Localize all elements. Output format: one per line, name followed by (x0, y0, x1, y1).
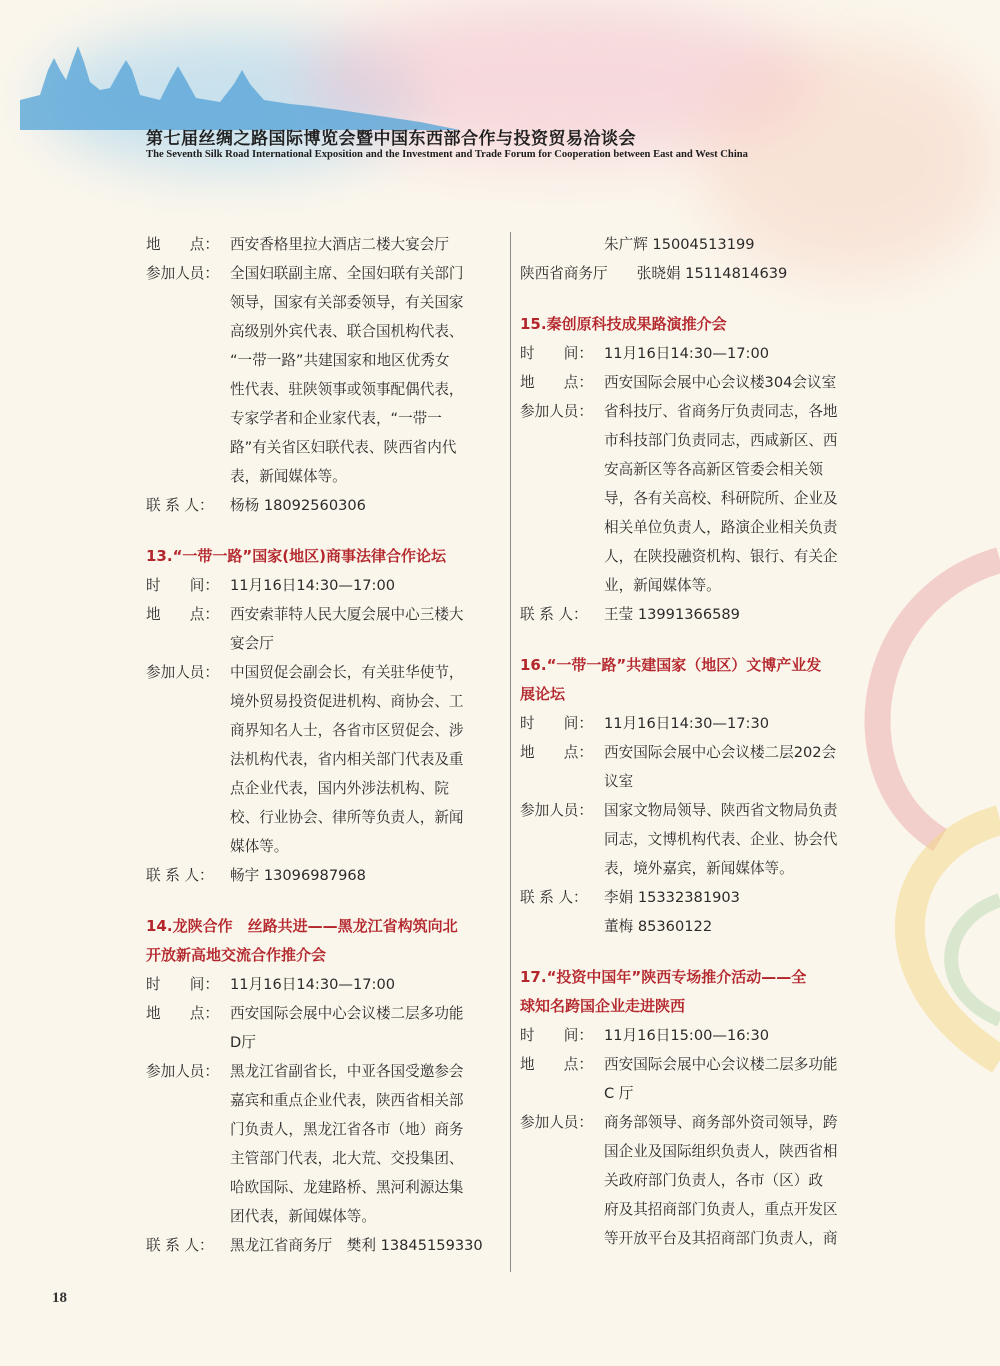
attendees-line: 等开放平台及其招商部门负责人，商 (604, 1230, 838, 1247)
attendees-row (146, 259, 502, 288)
attendees-line: 门负责人，黑龙江省各市（地）商务 (230, 1121, 464, 1138)
skyline-illustration (20, 40, 460, 130)
attendees-line: 领导，国家有关部委领导，有关国家 (230, 294, 464, 311)
section-title-13: 13.“一带一路”国家(地区)商事法律合作论坛 (146, 547, 447, 565)
attendees-row (146, 1057, 502, 1086)
place-row (520, 368, 872, 397)
section-gap (146, 890, 502, 912)
contact-row (520, 600, 872, 629)
attendees-line: 商界知名人士，各省市区贸促会、涉 (230, 722, 464, 739)
contact-value: 杨杨 18092560306 (230, 497, 366, 514)
attendees-line: 同志，文博机构代表、企业、协会代 (604, 831, 838, 848)
section-title-17-line2: 球知名跨国企业走进陕西 (520, 997, 686, 1015)
attendees-line: 市科技部门负责同志，西咸新区、西 (604, 432, 838, 449)
place-row (520, 1050, 872, 1079)
contact-row (146, 1231, 502, 1260)
place-value: 西安国际会展中心会议楼二层多功能 (604, 1056, 838, 1073)
attendees-line: 主管部门代表，北大荒、交投集团、 (230, 1150, 464, 1167)
attendees-line: 业，新闻媒体等。 (604, 577, 721, 594)
header-title: 第七届丝绸之路国际博览会暨中国东西部合作与投资贸易洽谈会 (146, 129, 636, 149)
time-value: 11月16日14:30—17:00 (230, 577, 396, 594)
column-divider (510, 232, 511, 1272)
attendees-line: 国家文物局领导、陕西省文物局负责 (604, 802, 838, 819)
place-line: D厅 (230, 1034, 256, 1051)
contact-row (146, 861, 502, 890)
contact-row (520, 883, 872, 912)
time-row (146, 571, 502, 600)
time-row (520, 709, 872, 738)
time-row (520, 339, 872, 368)
time-row (520, 1021, 872, 1050)
attendees-line: 境外贸易投资促进机构、商协会、工 (230, 693, 464, 710)
attendees-line: 团代表，新闻媒体等。 (230, 1208, 376, 1225)
contact-label: 联 系 人： (146, 867, 214, 884)
place-label: 地 点： (520, 374, 593, 391)
place-value: 西安国际会展中心会议楼304会议室 (604, 374, 837, 391)
place-value: 西安国际会展中心会议楼二层多功能 (230, 1005, 464, 1022)
place-label: 地 点： (146, 1005, 219, 1022)
section-title-17: 17.“投资中国年”陕西专场推介活动——全 (520, 968, 807, 986)
attendees-line: 中国贸促会副会长，有关驻华使节， (230, 664, 464, 681)
section-title-16-line2: 展论坛 (520, 685, 566, 703)
place-value: 西安索菲特人民大厦会展中心三楼大 (230, 606, 464, 623)
attendees-line: “一带一路”共建国家和地区优秀女 (230, 352, 450, 369)
attendees-line: 黑龙江省副省长，中亚各国受邀参会 (230, 1063, 464, 1080)
place-row (146, 600, 502, 629)
page-number: 18 (52, 1290, 67, 1306)
attendees-line: 专家学者和企业家代表，“一带一 (230, 410, 442, 427)
section-title-16: 16.“一带一路”共建国家（地区）文博产业发 (520, 656, 822, 674)
time-label: 时 间： (520, 715, 593, 732)
header-subtitle: The Seventh Silk Road International Exposition and the Investment and Trade Forum for Cooperation between East and West China (146, 149, 748, 160)
place-label: 地 点： (520, 744, 593, 761)
attendees-line: 导，各有关高校、科研院所、企业及 (604, 490, 838, 507)
attendees-label: 参加人员： (520, 1114, 593, 1131)
attendees-line: 省科技厅、省商务厅负责同志，各地 (604, 403, 838, 420)
place-line: 宴会厅 (230, 635, 274, 652)
left-column (146, 230, 502, 1260)
attendees-line: 表，新闻媒体等。 (230, 468, 347, 485)
attendees-line: 嘉宾和重点企业代表，陕西省相关部 (230, 1092, 464, 1109)
place-label: 地 点： (520, 1056, 593, 1073)
time-label: 时 间： (520, 345, 593, 362)
place-line: C 厅 (604, 1085, 634, 1102)
contact-label: 联 系 人： (520, 889, 588, 906)
swirl-red (878, 560, 1000, 840)
section-gap (520, 288, 872, 310)
place-line: 议室 (604, 773, 634, 790)
place-row (520, 738, 872, 767)
place-row (146, 230, 502, 259)
attendees-line: 哈欧国际、龙建路桥、黑河利源达集 (230, 1179, 464, 1196)
attendees-row (520, 1108, 872, 1137)
contact-value: 畅宇 13096987968 (230, 867, 366, 884)
attendees-label: 参加人员： (520, 802, 593, 819)
attendees-line: 相关单位负责人，路演企业相关负责 (604, 519, 838, 536)
attendees-row (520, 397, 872, 426)
contact-value: 董梅 85360122 (604, 918, 713, 935)
attendees-line: 表，境外嘉宾，新闻媒体等。 (604, 860, 794, 877)
time-label: 时 间： (146, 577, 219, 594)
attendees-line: 校、行业协会、律所等负责人，新闻 (230, 809, 464, 826)
place-value: 西安香格里拉大酒店二楼大宴会厅 (230, 236, 449, 253)
attendees-line: 安高新区等各高新区管委会相关领 (604, 461, 823, 478)
time-label: 时 间： (146, 976, 219, 993)
time-row (146, 970, 502, 999)
contact-label: 联 系 人： (520, 606, 588, 623)
section-title-15: 15.秦创原科技成果路演推介会 (520, 315, 727, 333)
time-value: 11月16日14:30—17:30 (604, 715, 770, 732)
contact-continuation: 陕西省商务厅 张晓娟 15114814639 (520, 265, 788, 282)
attendees-line: 媒体等。 (230, 838, 289, 855)
attendees-row (520, 796, 872, 825)
attendees-line: 点企业代表，国内外涉法机构、院 (230, 780, 449, 797)
place-label: 地 点： (146, 606, 219, 623)
section-gap (520, 629, 872, 651)
contact-label: 联 系 人： (146, 497, 214, 514)
attendees-line: 路”有关省区妇联代表、陕西省内代 (230, 439, 457, 456)
attendees-line: 人，在陕投融资机构、银行、有关企 (604, 548, 838, 565)
contact-value: 李娟 15332381903 (604, 889, 740, 906)
pagoda-silhouette (20, 46, 460, 130)
attendees-row (146, 658, 502, 687)
time-value: 11月16日14:30—17:00 (604, 345, 770, 362)
place-value: 西安国际会展中心会议楼二层202会 (604, 744, 837, 761)
contact-label: 联 系 人： (146, 1237, 214, 1254)
contact-continuation: 朱广辉 15004513199 (604, 236, 755, 253)
swirl-green (951, 900, 1000, 1020)
attendees-line: 国企业及国际组织负责人，陕西省相 (604, 1143, 838, 1160)
attendees-line: 法机构代表，省内相关部门代表及重 (230, 751, 464, 768)
time-value: 11月16日14:30—17:00 (230, 976, 396, 993)
attendees-line: 府及其招商部门负责人，重点开发区 (604, 1201, 838, 1218)
attendees-line: 性代表、驻陕领事或领事配偶代表， (230, 381, 464, 398)
time-value: 11月16日15:00—16:30 (604, 1027, 770, 1044)
attendees-label: 参加人员： (146, 1063, 219, 1080)
attendees-line: 高级别外宾代表、联合国机构代表、 (230, 323, 464, 340)
place-label: 地 点： (146, 236, 219, 253)
contact-value: 黑龙江省商务厅 樊利 13845159330 (230, 1237, 483, 1254)
section-title-14: 14.龙陕合作 丝路共进——黑龙江省构筑向北 (146, 917, 458, 935)
attendees-label: 参加人员： (146, 664, 219, 681)
contact-row (146, 491, 502, 520)
attendees-label: 参加人员： (146, 265, 219, 282)
section-gap (520, 941, 872, 963)
attendees-line: 全国妇联副主席、全国妇联有关部门 (230, 265, 464, 282)
contact-value: 王莹 13991366589 (604, 606, 740, 623)
attendees-label: 参加人员： (520, 403, 593, 420)
attendees-line: 关政府部门负责人，各市（区）政 (604, 1172, 823, 1189)
place-row (146, 999, 502, 1028)
section-gap (146, 520, 502, 542)
time-label: 时 间： (520, 1027, 593, 1044)
right-column (520, 230, 872, 1253)
section-title-14-line2: 开放新高地交流合作推介会 (146, 946, 327, 964)
attendees-line: 商务部领导、商务部外资司领导，跨 (604, 1114, 838, 1131)
